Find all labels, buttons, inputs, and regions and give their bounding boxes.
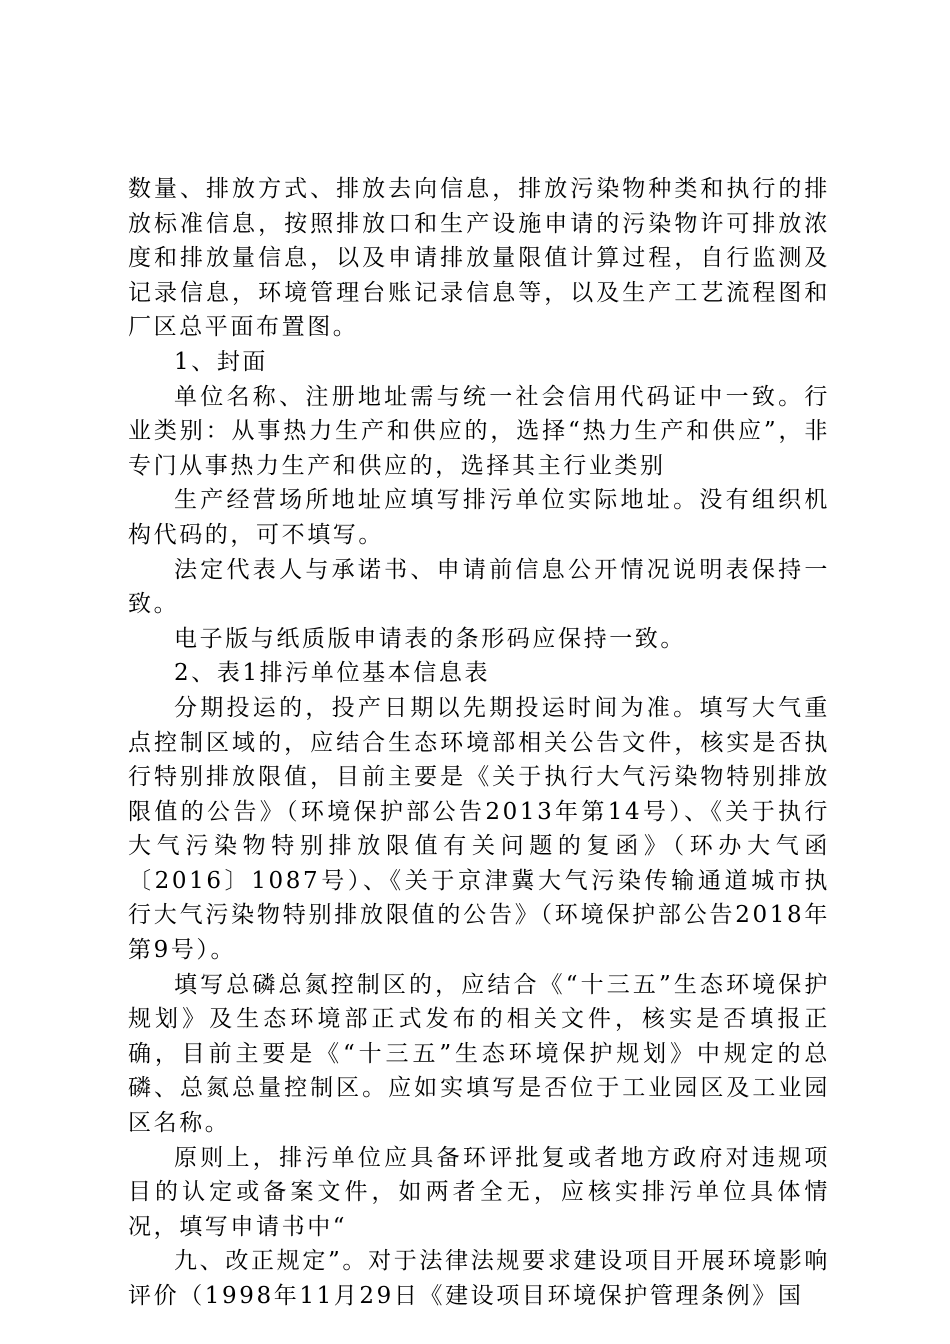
section-heading-cover: 1、封面 — [174, 348, 269, 375]
paragraph-cover-unit-name: 单位名称、注册地址需与统一社会信用代码证中一致。行业类别：从事热力生产和供应的，选择“热力生产和供应”，非专门从事热力生产和供应的，选择其主行业类别 — [128, 383, 830, 479]
paragraph-cover-address: 生产经营场所地址应填写排污单位实际地址。没有组织机构代码的，可不填写。 — [128, 487, 830, 548]
paragraph-table1-emission-limits: 分期投运的，投产日期以先期投运时间为准。填写大气重点控制区域的，应结合生态环境部相关公告文件，核实是否执行特别排放限值，目前主要是《关于执行大气污染物特别排放限值的公告》（环境保护部公告2013年第14号）、《关于执行大气污染物特别排放限值有关问题的复函》（环办大气函〔2016〕1087号）、《关于京津冀大气污染传输通道城市执行大气污染物特别排放限值的公告》（环境保护部公告2018年第9号）。 — [128, 694, 830, 964]
paragraph-intro: 数量、排放方式、排放去向信息，排放污染物种类和执行的排放标准信息，按照排放口和生产设施申请的污染物许可排放浓度和排放量信息，以及申请排放量限值计算过程，自行监测及记录信息，环境管理台账记录信息等，以及生产工艺流程图和厂区总平面布置图。 — [128, 176, 830, 341]
paragraph-table1-phosphorus-nitrogen: 填写总磷总氮控制区的，应结合《“十三五”生态环境保护规划》及生态环境部正式发布的相关文件，核实是否填报正确，目前主要是《“十三五”生态环境保护规划》中规定的总磷、总氮总量控制区。应如实填写是否位于工业园区及工业园区名称。 — [128, 971, 830, 1137]
section-heading-table1: 2、表1排污单位基本信息表 — [174, 660, 491, 687]
paragraph-table1-eia-approval: 原则上，排污单位应具备环评批复或者地方政府对违规项目的认定或备案文件，如两者全无，应核实排污单位具体情况，填写申请书中“ — [128, 1144, 830, 1240]
paragraph-cover-legal-rep: 法定代表人与承诺书、申请前信息公开情况说明表保持一致。 — [128, 556, 830, 618]
document-body — [128, 172, 830, 1314]
paragraph-correction-rules: 九、改正规定”。对于法律法规要求建设项目开展环境影响评价（1998年11月29日《建设项目环境保护管理条例》国 — [128, 1248, 830, 1309]
paragraph-cover-barcode: 电子版与纸质版申请表的条形码应保持一致。 — [174, 625, 686, 652]
